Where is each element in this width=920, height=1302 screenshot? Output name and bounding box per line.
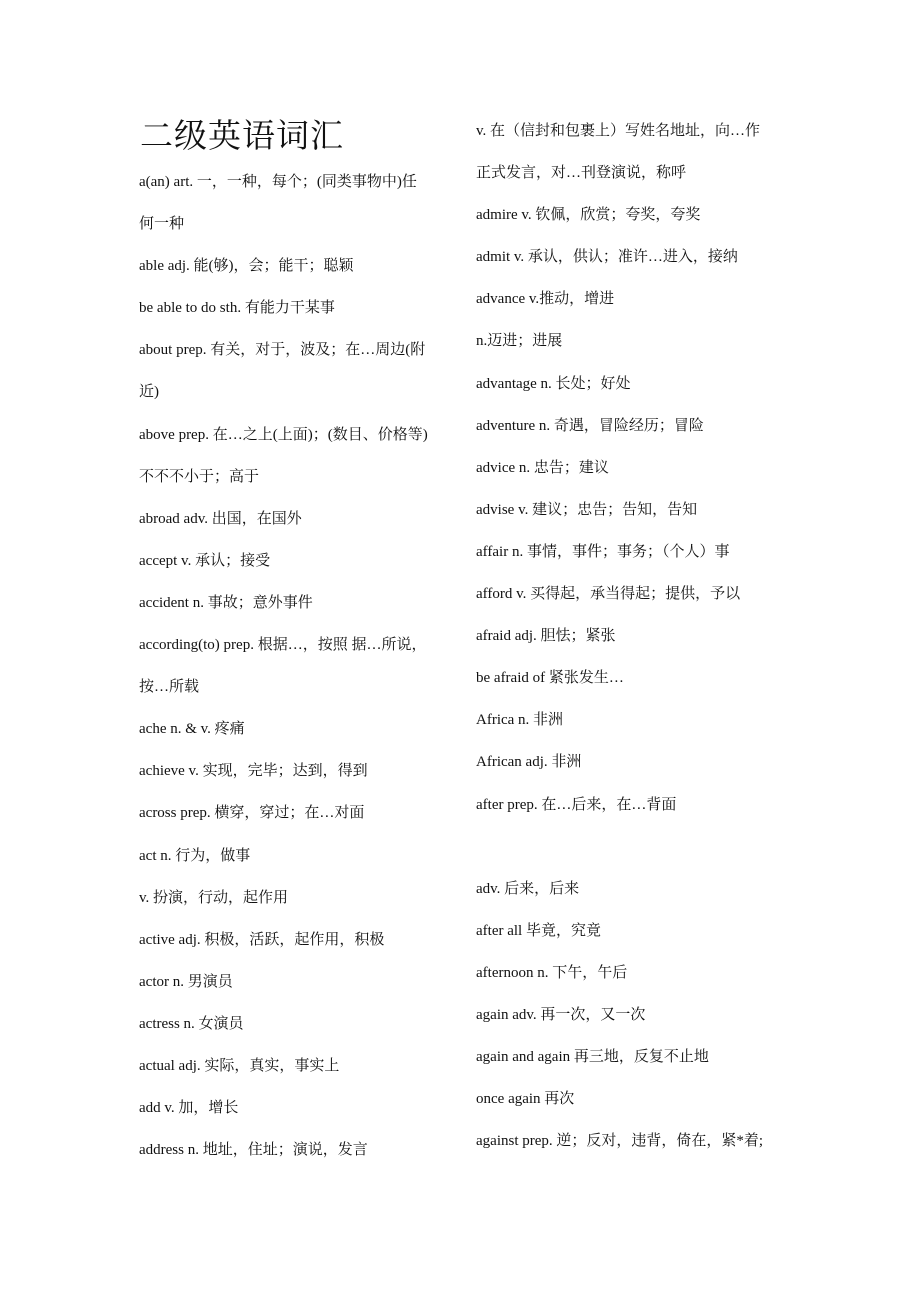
vocab-line: against prep. 逆；反对，违背，倚在，紧*着; (476, 1133, 764, 1150)
vocab-line: accept v. 承认；接受 (139, 552, 271, 569)
vocab-line: 近) (139, 384, 159, 401)
vocab-line: about prep. 有关，对于，波及；在…周边(附 (139, 342, 426, 359)
left-column (139, 161, 457, 1171)
vocab-line: accident n. 事故；意外事件 (139, 594, 313, 611)
vocab-line: African adj. 非洲 (476, 754, 582, 771)
vocab-line: actress n. 女演员 (139, 1015, 244, 1032)
vocab-line: actor n. 男演员 (139, 973, 233, 990)
vocab-line: address n. 地址，住址；演说，发言 (139, 1142, 368, 1159)
vocab-line: afternoon n. 下午，午后 (476, 964, 628, 981)
vocab-line: advance v.推动，增进 (476, 291, 615, 308)
vocab-line: v. 扮演，行动，起作用 (139, 889, 289, 906)
vocab-line: advantage n. 长处；好处 (476, 375, 631, 392)
right-column (476, 110, 794, 1162)
vocab-line: after all 毕竟，究竟 (476, 922, 601, 939)
vocab-line: achieve v. 实现，完毕；达到，得到 (139, 763, 368, 780)
vocab-line: 按…所载 (139, 679, 200, 696)
vocab-line: active adj. 积极，活跃，起作用，积极 (139, 931, 385, 948)
vocab-line: affair n. 事情，事件；事务；（个人）事 (476, 543, 730, 560)
vocab-line: afford v. 买得起，承当得起；提供，予以 (476, 586, 741, 603)
vocab-line: 正式发言，对…刊登演说，称呼 (476, 165, 687, 182)
vocab-line: a(an) art. 一，一种，每个；(同类事物中)任 (139, 174, 417, 190)
vocab-line: adv. 后来，后来 (476, 880, 580, 897)
vocab-line: v. 在（信封和包裹上）写姓名地址，向…作 (476, 123, 761, 139)
vocab-line: be able to do sth. 有能力干某事 (139, 300, 335, 317)
vocab-line: be afraid of 紧张发生… (476, 670, 624, 687)
vocab-line: across prep. 横穿，穿过；在…对面 (139, 805, 365, 822)
vocab-line: n.迈进；进展 (476, 333, 563, 350)
vocab-line: 何一种 (139, 216, 185, 233)
page-title: 二级英语词汇 (140, 116, 344, 155)
vocab-line: again adv. 再一次，又一次 (476, 1006, 646, 1023)
vocab-line: again and again 再三地，反复不止地 (476, 1049, 709, 1066)
vocab-line: adventure n. 奇遇，冒险经历；冒险 (476, 417, 704, 434)
vocab-line: 不不不小于；高于 (139, 468, 260, 485)
vocab-line: advice n. 忠告；建议 (476, 459, 609, 476)
vocab-line: able adj. 能(够)，会；能干；聪颖 (139, 258, 354, 275)
vocab-line: afraid adj. 胆怯；紧张 (476, 628, 616, 645)
vocab-line: actual adj. 实际，真实，事实上 (139, 1057, 340, 1074)
vocab-line: act n. 行为，做事 (139, 847, 251, 864)
vocab-line: admit v. 承认，供认；准许…进入，接纳 (476, 249, 738, 266)
vocab-line: Africa n. 非洲 (476, 712, 564, 729)
blank-line (476, 826, 794, 868)
vocab-line: advise v. 建议；忠告；告知，告知 (476, 501, 698, 518)
vocab-line: abroad adv. 出国，在国外 (139, 510, 302, 527)
vocab-line: once again 再次 (476, 1091, 575, 1108)
vocab-line: admire v. 钦佩，欣赏；夸奖，夸奖 (476, 207, 701, 224)
vocab-line: ache n. & v. 疼痛 (139, 721, 245, 738)
vocab-line: add v. 加，增长 (139, 1100, 239, 1117)
vocab-line: according(to) prep. 根据…，按照 据…所说， (139, 637, 427, 654)
vocab-line: above prep. 在…之上(上面)；(数目、价格等) (139, 426, 428, 443)
vocab-line: after prep. 在…后来，在…背面 (476, 796, 677, 813)
